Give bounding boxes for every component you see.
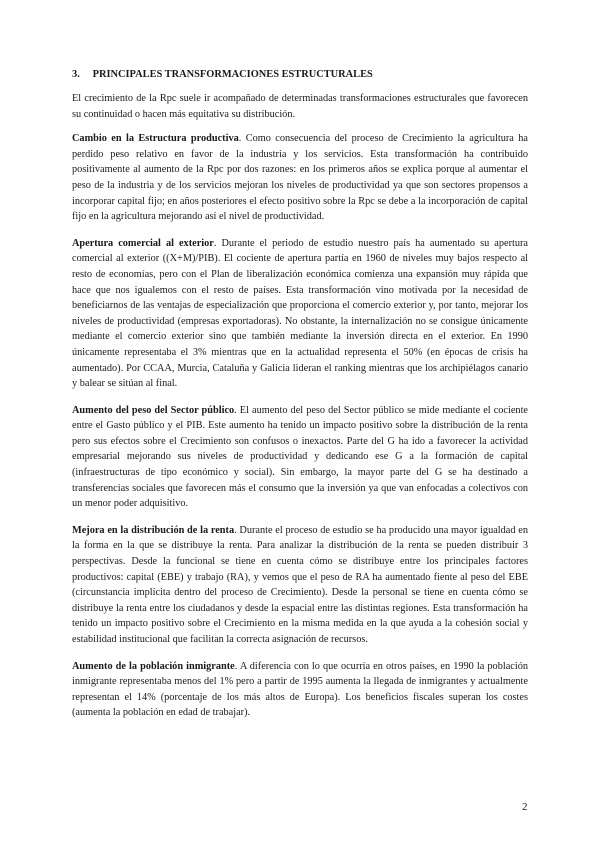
paragraph-apertura-comercial	[72, 236, 528, 392]
paragraph-sector-publico	[72, 403, 528, 512]
page-number: 2	[522, 801, 528, 813]
paragraph-body: . A diferencia con lo que ocurría en otros países, en 1990 la población inmigrante representaba menos del 1% pero a partir de 1995 aumenta la llegada de inmigrantes y actualmente representan el 14% (porcentaje de los más altos de Europa). Los beneficios fiscales superan los costes (aumenta la población en edad de trabajar).	[72, 660, 528, 719]
section-number: 3.	[72, 69, 80, 80]
paragraph-body: . Durante el proceso de estudio se ha producido una mayor igualdad en la forma en la que se distribuye la renta. Para analizar la distribución de la renta se pueden distribuir 3 perspectivas. Desde la funcional se tiene en cuenta cómo se distribuye entre los principales factores productivos: capital (EBE) y trabajo (RA), y vemos que el peso de RA ha aumentado fiente al peso del EBE (circunstancia implícita dentro del proceso de Crecimiento). Desde la personal se tiene en cuenta cómo se distribuye la renta entre los ciudadanos y desde la espacial entre las distintas regiones. Esta transformación ha tenido un impacto positivo sobre el Crecimiento en la misma medida en la que ayuda a la cohesión social y estabilidad institucional que facilitan la correcta asignación de recursos.	[72, 524, 528, 645]
intro-paragraph: El crecimiento de la Rpc suele ir acompañado de determinadas transformaciones estructurales que favorecen su continuidad o hacen más equitativa su distribución.	[72, 93, 528, 120]
paragraph-lead: Mejora en la distribución de la renta	[72, 524, 235, 536]
paragraph-lead: Aumento de la población inmigrante	[72, 660, 235, 672]
paragraph-estructura-productiva	[72, 131, 528, 225]
paragraph-body: . El aumento del peso del Sector público se mide mediante el cociente entre el Gasto público y el PIB. Este aumento ha tenido un impacto positivo sobre la distribución de la renta pero sus efectos sobre el Crecimiento son confusos o inexactos. Parte del G ha ido a favorecer la actividad empresarial mejorando sus niveles de productividad y dedicando ese G a la formación de capital (infraestructuras de tipo económico y social). Sin embargo, la mayor parte del G se ha destinado a transferencias sociales que favorecen más el consumo que la inversión ya que van enfocadas a colectivos con un menor poder adquisitivo.	[72, 404, 529, 510]
paragraph-lead: Cambio en la Estructura productiva	[72, 133, 239, 145]
paragraph-body: . Como consecuencia del proceso de Crecimiento la agricultura ha perdido peso relativo en favor de la industria y los servicios. Esta transformación ha contribuido positivamente al aumento de la Rpc por dos razones: en los primeros años se explica porque al aumentar el peso de la industria y de los servicios mejoran los niveles de productividad ya que son sectores propensos a incorporar capital fijo; en años posteriores el efecto positivo sobre la Rpc se debe a la incorporación de capital fijo en la agricultura mejorando así el nivel de productividad.	[72, 133, 528, 223]
paragraph-lead: Apertura comercial al exterior	[72, 237, 214, 249]
paragraph-body: . Durante el periodo de estudio nuestro país ha aumentado su apertura comercial al exterior ((X+M)/PIB). El cociente de apertura partía en 1960 de niveles muy bajos respecto al resto de economías, pero con el Plan de liberalización económica comienza una expansión muy rápida que hace que nos igualemos con el resto de países. Esta transformación vino motivada por la necesidad de beneficiarnos de las ventajas de especialización que proporciona el comercio exterior y, por tanto, mejorar los niveles de productividad (empresas exportadoras). No obstante, la internalización no se consigue únicamente mediante el comercio exterior sino que también mediante la inversión directa en el exterior. En 1990 únicamente representaba el 3% mientras que en la actualidad representa el 50% (en épocas de crisis ha aumentado). Por CCAA, Murcia, Cataluña y Galicia lideran el ranking mientras que los archipiélagos canario y balear se sitúan al final.	[72, 237, 529, 390]
paragraph-lead: Aumento del peso del Sector público	[72, 404, 235, 416]
section-title: PRINCIPALES TRANSFORMACIONES ESTRUCTURALES	[92, 69, 373, 80]
document-page	[72, 68, 528, 732]
paragraph-poblacion-inmigrante	[72, 659, 528, 721]
paragraph-distribucion-renta	[72, 523, 528, 648]
section-heading	[72, 68, 528, 82]
